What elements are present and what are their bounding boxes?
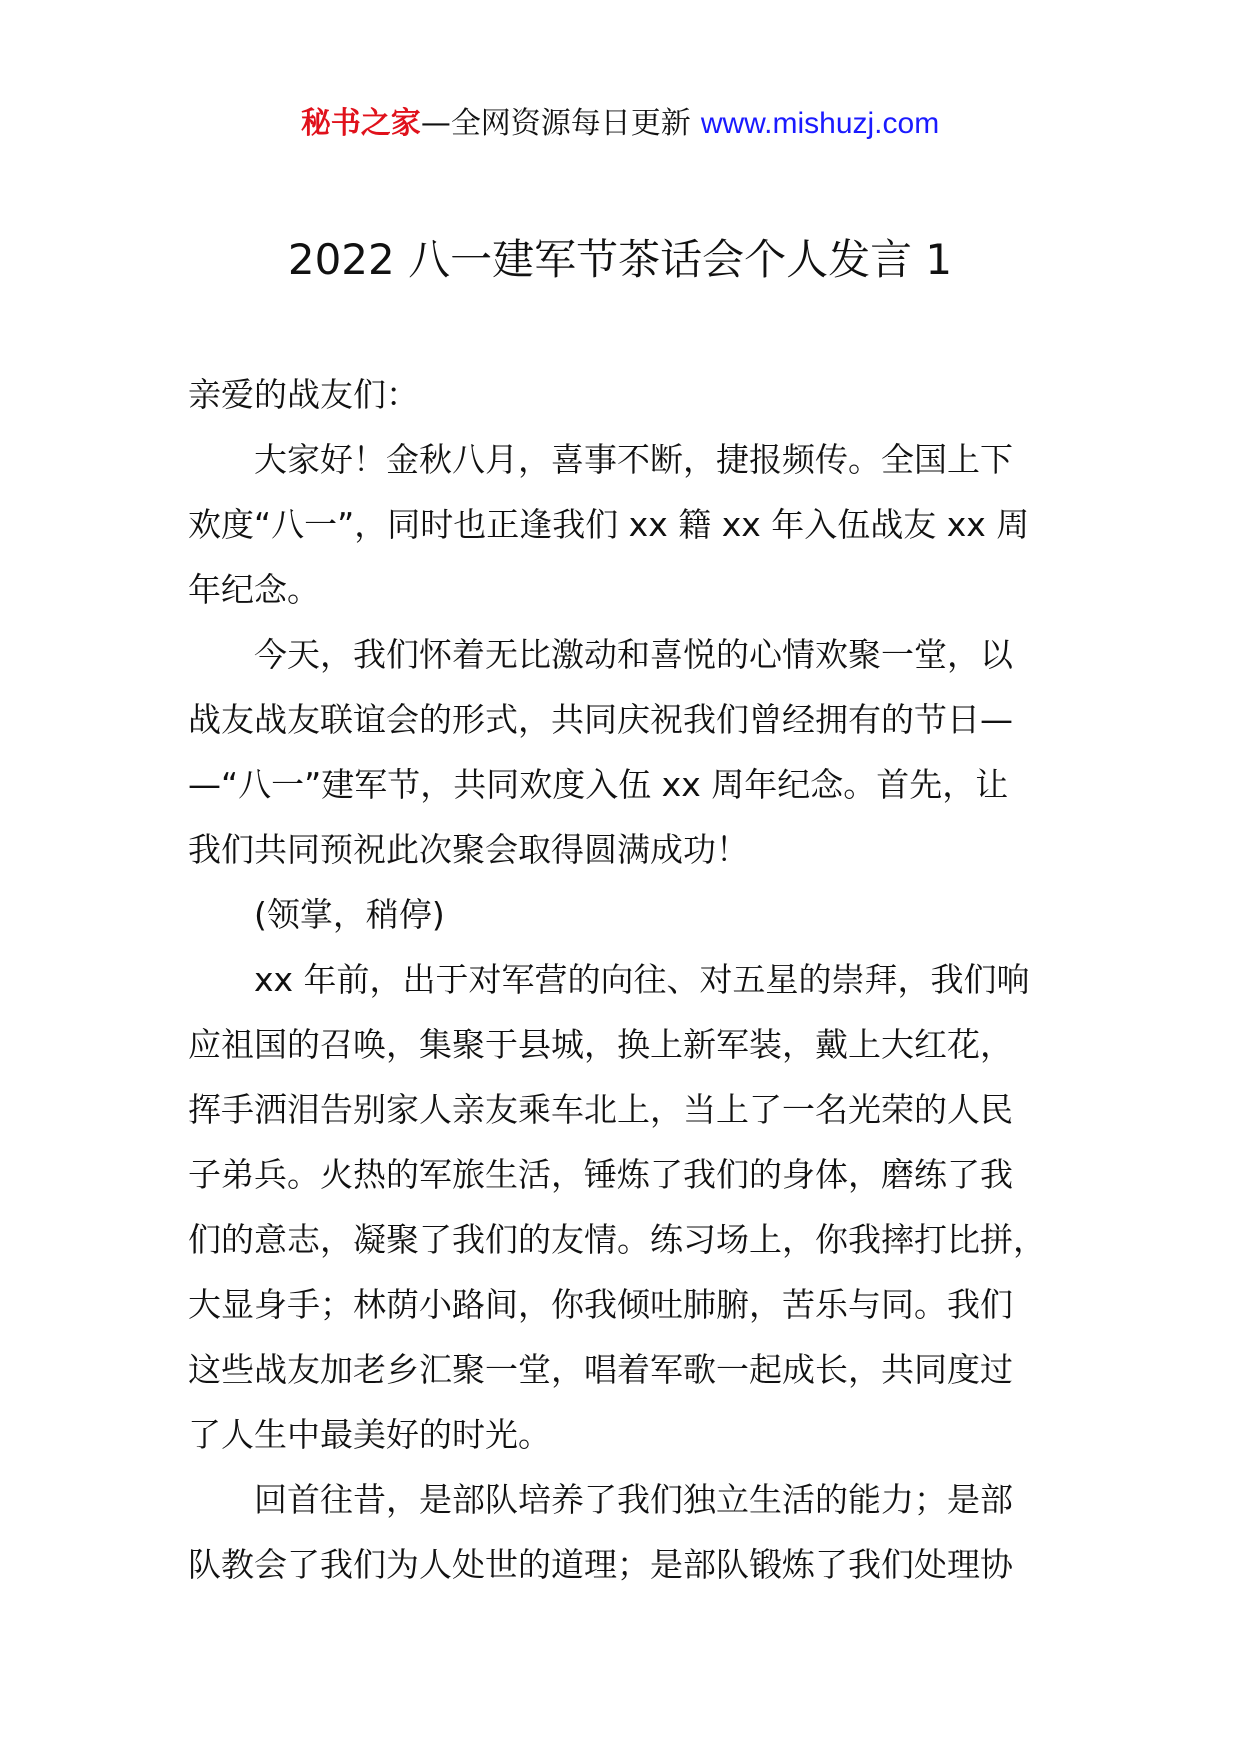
document-title: 2022 八一建军节茶话会个人发言 1 [287,235,953,284]
paragraph-line: 今天，我们怀着无比激动和喜悦的心情欢聚一堂，以 [254,635,1013,674]
paragraph-line: 挥手洒泪告别家人亲友乘车北上，当上了一名光荣的人民 [188,1090,1013,1129]
paragraph-line: 回首往昔，是部队培养了我们独立生活的能力；是部 [254,1480,1013,1519]
salutation-line: 亲爱的战友们： [188,375,419,414]
site-header [0,104,1240,144]
paragraph-line: 队教会了我们为人处世的道理；是部队锻炼了我们处理协 [188,1545,1013,1584]
paragraph-line: 子弟兵。火热的军旅生活，锤炼了我们的身体，磨练了我 [188,1155,1013,1194]
paragraph-line: 们的意志，凝聚了我们的友情。练习场上，你我摔打比拼， [188,1220,1046,1259]
brand-name: 秘书之家 [300,106,421,141]
paragraph-line: 年纪念。 [188,570,320,609]
header-tagline: —全网资源每日更新 [420,106,691,141]
paragraph-line: 这些战友加老乡汇聚一堂，唱着军歌一起成长，共同度过 [188,1350,1013,1389]
paragraph-line: 大显身手；林荫小路间，你我倾吐肺腑，苦乐与同。我们 [188,1285,1013,1324]
paragraph-line: (领掌，稍停) [254,895,445,934]
paragraph-line: 我们共同预祝此次聚会取得圆满成功！ [188,830,749,869]
paragraph-line: 应祖国的召唤，集聚于县城，换上新军装，戴上大红花， [188,1025,1013,1064]
paragraph-line: 了人生中最美好的时光。 [188,1415,551,1454]
paragraph-line: 战友战友联谊会的形式，共同庆祝我们曾经拥有的节日— [188,700,1013,739]
paragraph-line: 大家好！金秋八月，喜事不断，捷报频传。全国上下 [254,440,1013,479]
site-url-link[interactable]: www.mishuzj.com [700,107,940,140]
paragraph-line: —“八一”建军节，共同欢度入伍 xx 周年纪念。首先，让 [188,765,1009,804]
paragraph-line: xx 年前，出于对军营的向往、对五星的崇拜，我们响 [254,960,1030,999]
document-body [188,362,1068,1597]
paragraph-line: 欢度“八一”，同时也正逢我们 xx 籍 xx 年入伍战友 xx 周 [188,505,1030,544]
